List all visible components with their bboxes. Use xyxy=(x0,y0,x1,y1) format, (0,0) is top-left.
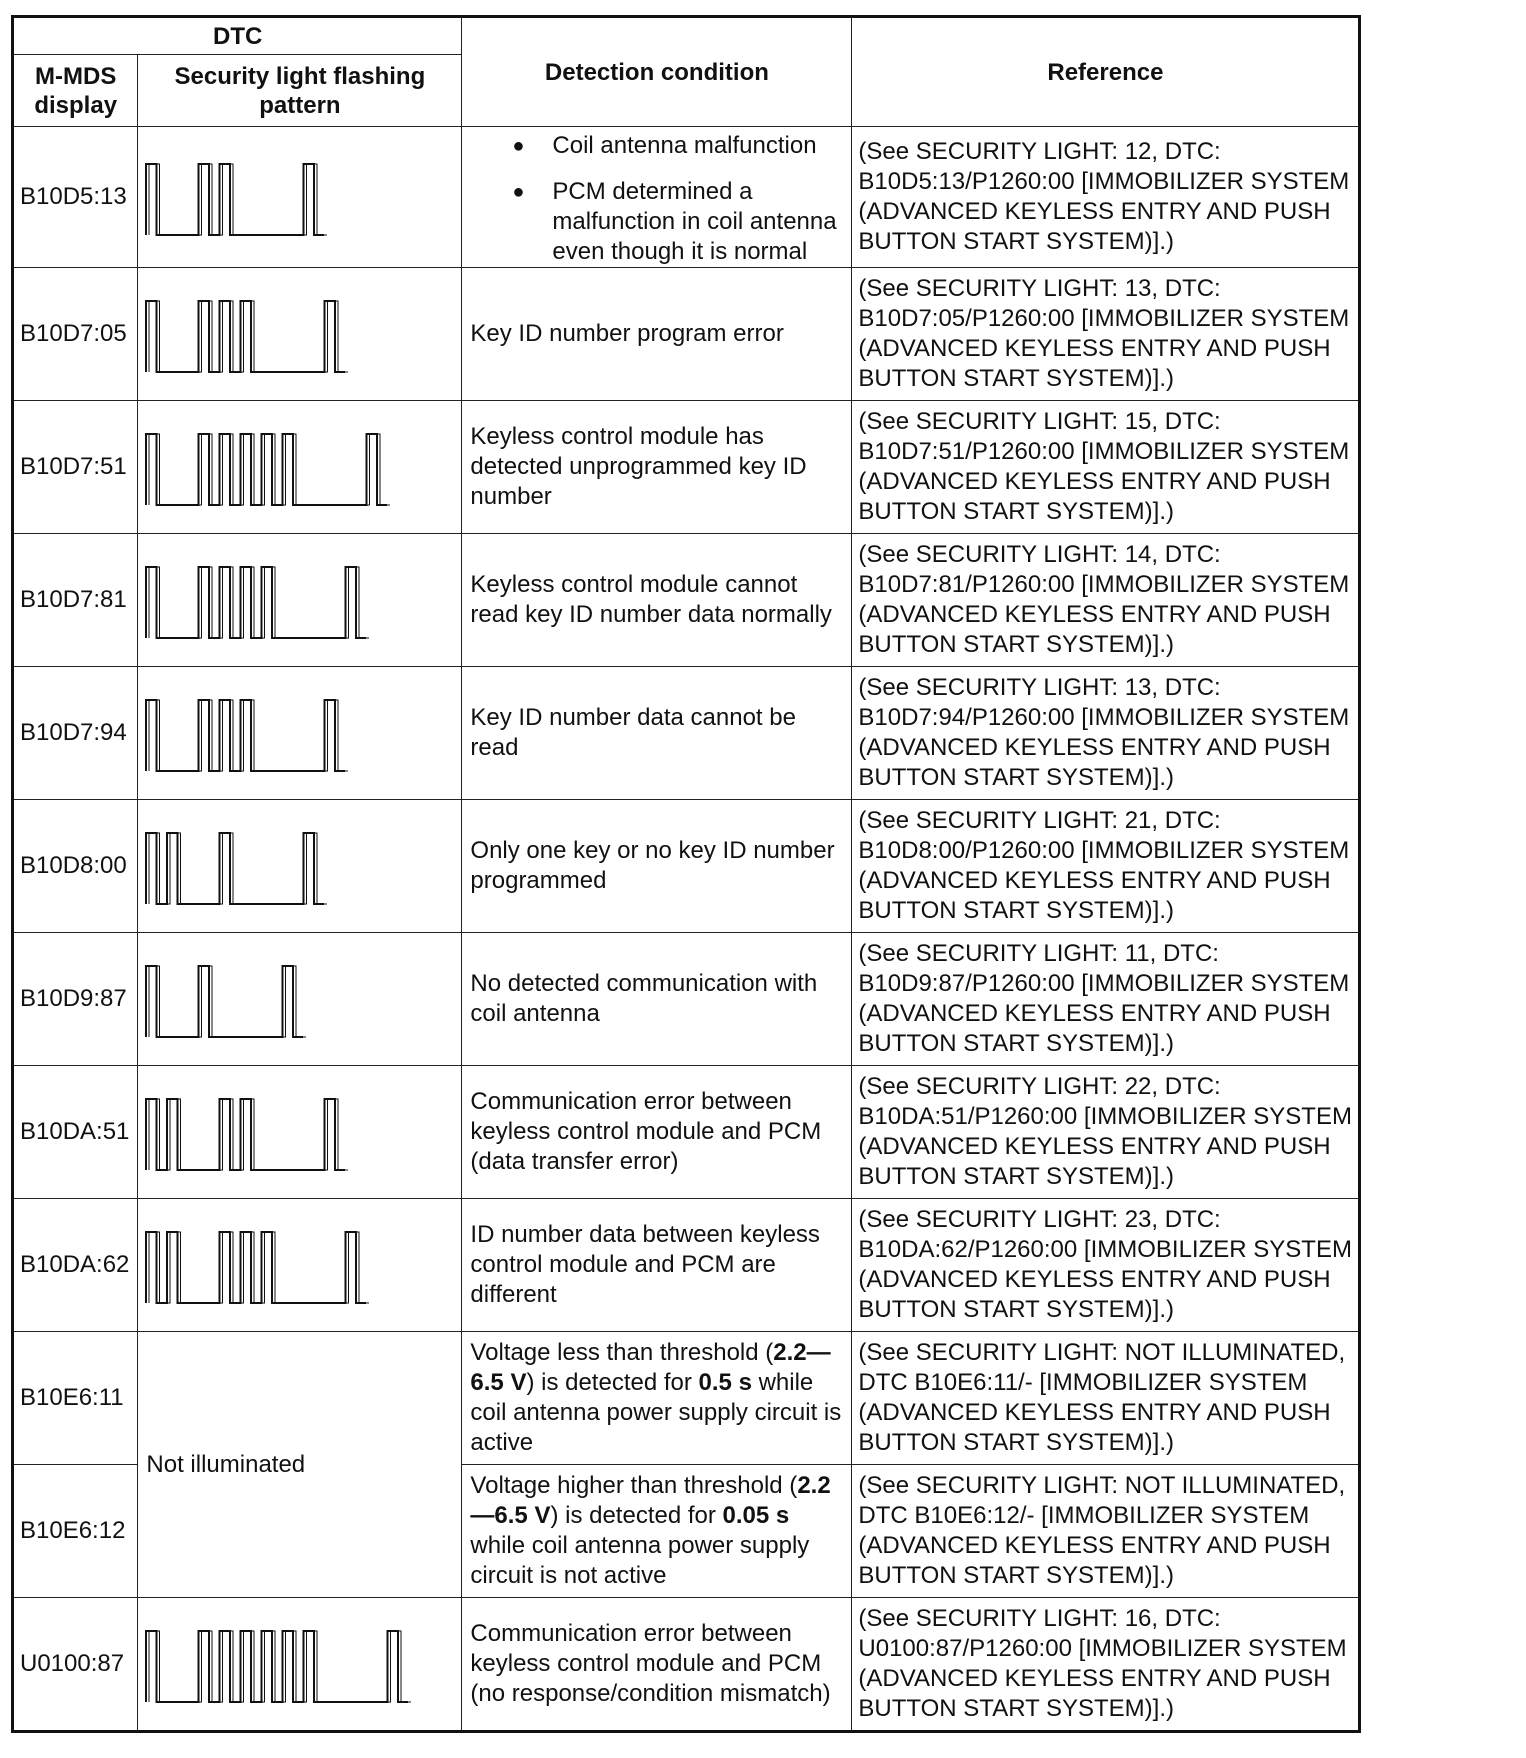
detection-condition-cell: Key ID number data cannot be read xyxy=(462,667,852,800)
reference-cell: (See SECURITY LIGHT: 16, DTC: U0100:87/P1260:00 [IMMOBILIZER SYSTEM (ADVANCED KEYLESS ENTRY AND PUSH BUTTON START SYSTEM)].) xyxy=(852,1598,1360,1732)
detection-condition-cell: Keyless control module has detected unprogrammed key ID number xyxy=(462,401,852,534)
flashing-pattern-waveform xyxy=(138,534,461,666)
detection-condition-cell xyxy=(462,127,852,268)
table-row xyxy=(13,933,1360,1066)
waveform-trace xyxy=(146,833,324,904)
reference-cell: (See SECURITY LIGHT: NOT ILLUMINATED, DTC B10E6:11/- [IMMOBILIZER SYSTEM (ADVANCED KEYLESS ENTRY AND PUSH BUTTON START SYSTEM)].) xyxy=(852,1332,1360,1465)
detection-condition-cell: Key ID number program error xyxy=(462,268,852,401)
reference-cell: (See SECURITY LIGHT: 15, DTC: B10D7:51/P1260:00 [IMMOBILIZER SYSTEM (ADVANCED KEYLESS ENTRY AND PUSH BUTTON START SYSTEM)].) xyxy=(852,401,1360,534)
dtc-code-cell: B10D9:87 xyxy=(13,933,138,1066)
dtc-code-cell: B10D7:05 xyxy=(13,268,138,401)
dtc-code-cell: B10DA:51 xyxy=(13,1066,138,1199)
reference-cell: (See SECURITY LIGHT: 22, DTC: B10DA:51/P1260:00 [IMMOBILIZER SYSTEM (ADVANCED KEYLESS ENTRY AND PUSH BUTTON START SYSTEM)].) xyxy=(852,1066,1360,1199)
waveform-trace xyxy=(149,1099,348,1170)
reference-cell: (See SECURITY LIGHT: 11, DTC: B10D9:87/P1260:00 [IMMOBILIZER SYSTEM (ADVANCED KEYLESS ENTRY AND PUSH BUTTON START SYSTEM)].) xyxy=(852,933,1360,1066)
detection-condition-cell: Keyless control module cannot read key ID number data normally xyxy=(462,534,852,667)
flashing-pattern-cell xyxy=(138,1598,462,1732)
flashing-pattern-cell xyxy=(138,127,462,268)
waveform-trace xyxy=(146,1099,345,1170)
waveform-trace xyxy=(146,700,345,771)
table-row xyxy=(13,800,1360,933)
dtc-code-cell: B10D7:51 xyxy=(13,401,138,534)
reference-cell: (See SECURITY LIGHT: NOT ILLUMINATED, DTC B10E6:12/- [IMMOBILIZER SYSTEM (ADVANCED KEYLESS ENTRY AND PUSH BUTTON START SYSTEM)].) xyxy=(852,1465,1360,1598)
table-row xyxy=(13,1199,1360,1332)
table-row xyxy=(13,127,1360,268)
waveform-trace xyxy=(146,567,366,638)
condition-text: while coil antenna power supply circuit is active xyxy=(470,1369,842,1456)
waveform-trace xyxy=(149,434,390,505)
condition-bold-value: 2.2—6.5 V xyxy=(470,1339,831,1396)
table-row xyxy=(13,401,1360,534)
dtc-code-cell: B10D7:81 xyxy=(13,534,138,667)
waveform-trace xyxy=(149,567,369,638)
waveform-trace xyxy=(149,700,348,771)
condition-text: ) is detected for xyxy=(526,1369,699,1396)
condition-bold-value: 0.5 s xyxy=(698,1369,752,1396)
flashing-pattern-waveform xyxy=(138,667,461,799)
flashing-pattern-cell xyxy=(138,667,462,800)
header-mmds-display: M-MDS display xyxy=(13,55,138,127)
dtc-code-cell: B10D8:00 xyxy=(13,800,138,933)
table-row xyxy=(13,1066,1360,1199)
flashing-pattern-cell xyxy=(138,1199,462,1332)
waveform-trace xyxy=(146,966,303,1037)
flashing-pattern-waveform xyxy=(138,1199,461,1331)
not-illuminated-cell: Not illuminated xyxy=(138,1332,462,1598)
waveform-trace xyxy=(149,1232,369,1303)
table-row xyxy=(13,667,1360,800)
reference-cell: (See SECURITY LIGHT: 12, DTC: B10D5:13/P1260:00 [IMMOBILIZER SYSTEM (ADVANCED KEYLESS ENTRY AND PUSH BUTTON START SYSTEM)].) xyxy=(852,127,1360,268)
condition-text: ) is detected for xyxy=(550,1502,723,1529)
condition-text: Voltage higher than threshold ( xyxy=(470,1472,798,1499)
flashing-pattern-cell xyxy=(138,1066,462,1199)
detection-condition-cell: No detected communication with coil antenna xyxy=(462,933,852,1066)
waveform-trace xyxy=(146,1631,408,1702)
waveform-trace xyxy=(149,164,327,235)
waveform-trace xyxy=(146,301,345,372)
detection-condition-cell: Communication error between keyless control module and PCM (no response/condition mismatch) xyxy=(462,1598,852,1732)
table-row xyxy=(13,268,1360,401)
header-flashing-pattern: Security light flashing pattern xyxy=(138,55,462,127)
table-body xyxy=(13,127,1360,1732)
flashing-pattern-cell xyxy=(138,933,462,1066)
header-dtc: DTC xyxy=(13,17,462,55)
reference-cell: (See SECURITY LIGHT: 13, DTC: B10D7:94/P1260:00 [IMMOBILIZER SYSTEM (ADVANCED KEYLESS ENTRY AND PUSH BUTTON START SYSTEM)].) xyxy=(852,667,1360,800)
table-row xyxy=(13,1598,1360,1732)
flashing-pattern-waveform xyxy=(138,1598,461,1730)
flashing-pattern-waveform xyxy=(138,131,461,263)
flashing-pattern-waveform xyxy=(138,401,461,533)
detection-condition-cell: Only one key or no key ID number programmed xyxy=(462,800,852,933)
condition-bold-value: 2.2—6.5 V xyxy=(470,1472,831,1529)
flashing-pattern-waveform xyxy=(138,1066,461,1198)
reference-cell: (See SECURITY LIGHT: 14, DTC: B10D7:81/P1260:00 [IMMOBILIZER SYSTEM (ADVANCED KEYLESS ENTRY AND PUSH BUTTON START SYSTEM)].) xyxy=(852,534,1360,667)
detection-condition-cell xyxy=(462,1465,852,1598)
reference-cell: (See SECURITY LIGHT: 23, DTC: B10DA:62/P1260:00 [IMMOBILIZER SYSTEM (ADVANCED KEYLESS ENTRY AND PUSH BUTTON START SYSTEM)].) xyxy=(852,1199,1360,1332)
waveform-trace xyxy=(149,301,348,372)
dtc-code-cell: B10E6:11 xyxy=(13,1332,138,1465)
flashing-pattern-waveform xyxy=(138,933,461,1065)
flashing-pattern-waveform xyxy=(138,268,461,400)
detection-condition-cell xyxy=(462,1332,852,1465)
condition-bullet-item: ● PCM determined a malfunction in coil antenna even though it is normal xyxy=(470,177,843,267)
table-row xyxy=(13,534,1360,667)
detection-condition-cell: Communication error between keyless control module and PCM (data transfer error) xyxy=(462,1066,852,1199)
condition-bold-value: 0.05 s xyxy=(722,1502,790,1529)
dtc-code-cell: B10DA:62 xyxy=(13,1199,138,1332)
dtc-code-cell: B10D7:94 xyxy=(13,667,138,800)
header-detection-condition: Detection condition xyxy=(462,17,852,127)
dtc-code-cell: B10D5:13 xyxy=(13,127,138,268)
flashing-pattern-cell xyxy=(138,268,462,401)
detection-condition-cell: ID number data between keyless control module and PCM are different xyxy=(462,1199,852,1332)
table-row xyxy=(13,1332,1360,1465)
header-reference: Reference xyxy=(852,17,1360,127)
dtc-code-cell: U0100:87 xyxy=(13,1598,138,1732)
waveform-trace xyxy=(149,833,327,904)
condition-bullet-item: ● Coil antenna malfunction xyxy=(470,131,843,161)
flashing-pattern-waveform xyxy=(138,800,461,932)
dtc-table xyxy=(11,15,1361,1733)
condition-bullet-list xyxy=(470,131,843,267)
reference-cell: (See SECURITY LIGHT: 13, DTC: B10D7:05/P1260:00 [IMMOBILIZER SYSTEM (ADVANCED KEYLESS ENTRY AND PUSH BUTTON START SYSTEM)].) xyxy=(852,268,1360,401)
waveform-trace xyxy=(146,164,324,235)
condition-text: while coil antenna power supply circuit is not active xyxy=(470,1532,810,1589)
condition-text: Voltage less than threshold ( xyxy=(470,1339,774,1366)
waveform-trace xyxy=(146,1232,366,1303)
flashing-pattern-cell xyxy=(138,401,462,534)
flashing-pattern-cell xyxy=(138,534,462,667)
reference-cell: (See SECURITY LIGHT: 21, DTC: B10D8:00/P1260:00 [IMMOBILIZER SYSTEM (ADVANCED KEYLESS ENTRY AND PUSH BUTTON START SYSTEM)].) xyxy=(852,800,1360,933)
waveform-trace xyxy=(146,434,387,505)
flashing-pattern-cell xyxy=(138,800,462,933)
dtc-code-cell: B10E6:12 xyxy=(13,1465,138,1598)
waveform-trace xyxy=(149,1631,411,1702)
